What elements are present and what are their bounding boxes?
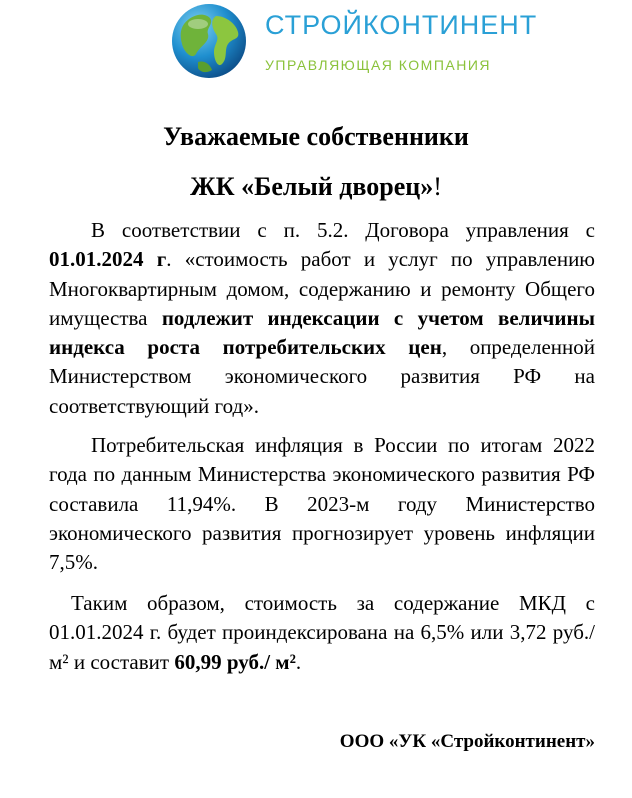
signature: ООО «УК «Стройконтинент» bbox=[339, 731, 595, 752]
paragraph-3-text-1: Таким образом, стоимость за содержание МКД с 01.01.2024 г. будет проиндексирована на 6,5% или 3,72 руб./м² и составит bbox=[49, 591, 595, 674]
paragraph-inflation bbox=[49, 431, 595, 577]
paragraph-1-date: 01.01.2024 г bbox=[49, 247, 167, 272]
heading-line-1: Уважаемые собственники bbox=[163, 122, 469, 151]
paragraph-contract bbox=[49, 216, 595, 421]
paragraph-3-text-2: . bbox=[295, 649, 302, 674]
brand-subtitle: УПРАВЛЯЮЩАЯ КОМПАНИЯ bbox=[265, 57, 492, 73]
paragraph-3-price: 60,99 руб./ м² bbox=[174, 649, 296, 674]
company-logo bbox=[170, 2, 538, 82]
brand-name: СТРОЙКОНТИНЕНТ bbox=[265, 10, 538, 40]
paragraph-1-indexation: подлежит индексации с учетом величины индекса роста потребительских цен bbox=[49, 305, 595, 360]
paragraph-result bbox=[49, 589, 595, 677]
heading-exclamation: ! bbox=[433, 172, 442, 201]
paragraph-1-text-3: , определенной Министерством экономического развития РФ на соответствующий год». bbox=[49, 335, 595, 418]
globe-icon bbox=[170, 2, 248, 80]
heading-line-2-text: ЖК «Белый дворец» bbox=[190, 172, 434, 201]
paragraph-2-text: Потребительская инфляция в России по итогам 2022 года по данным Министерства экономического развития РФ составила 11,94%. В 2023-м году Министерство экономического развития прогнозирует уровень инфляции 7,5%. bbox=[49, 433, 595, 575]
paragraph-1-text-2: . «стоимость работ и услуг по управлению Многоквартирным домом, содержанию и ремонту Общего имущества bbox=[49, 247, 595, 330]
heading-line-2 bbox=[0, 172, 632, 202]
paragraph-1-text-1: В соответствии с п. 5.2. Договора управления с bbox=[91, 218, 595, 242]
